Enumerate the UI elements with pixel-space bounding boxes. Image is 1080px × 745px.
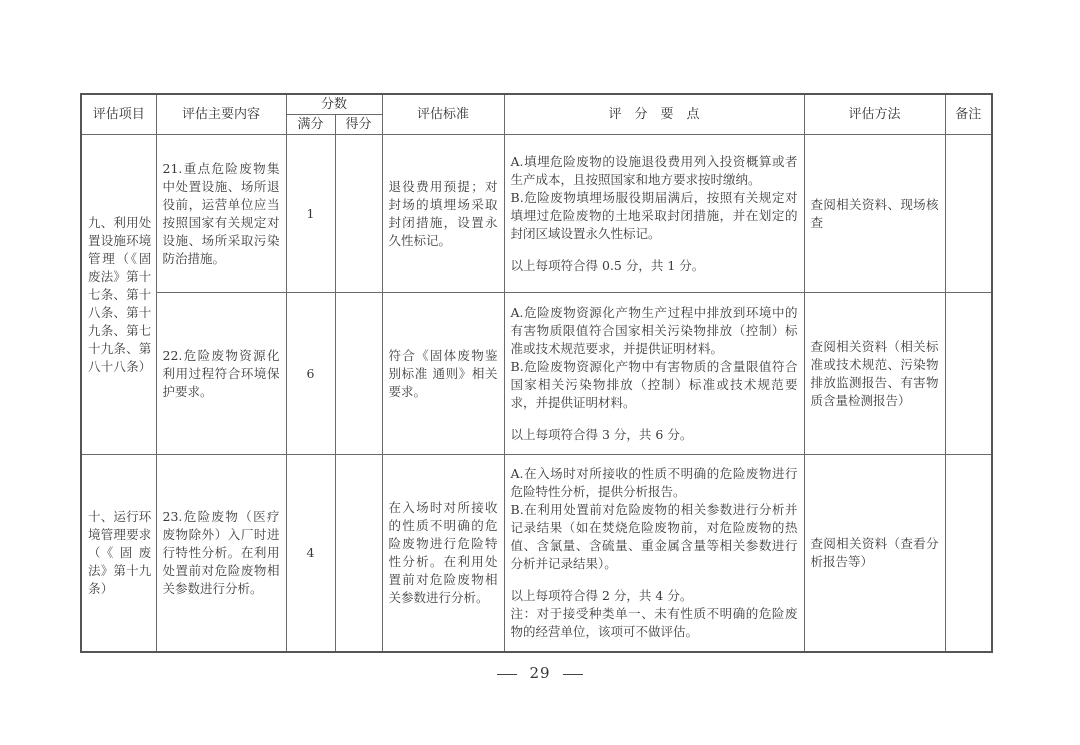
- remarks-cell: [945, 455, 992, 653]
- item-cell: [81, 135, 156, 455]
- spacer: [511, 573, 798, 587]
- table-row: [81, 293, 992, 455]
- full-score-value: 6: [306, 365, 315, 381]
- content-text: 23.危险废物（医疗废物除外）入厂时进行特性分析。在利用处置前对危险废物相关参数进行分析。: [162, 509, 280, 596]
- content-cell: [156, 293, 286, 455]
- method-cell: [804, 293, 945, 455]
- content-text: 22.危险废物资源化利用过程符合环境保护要求。: [162, 347, 280, 399]
- item-text: 九、利用处置设施环境管理（《固废法》第十七条、第十八条、第十九条、第七十九条、第八十八条）: [88, 214, 152, 374]
- points-text: [505, 153, 804, 275]
- point-b: B.在利用处置前对危险废物的相关参数进行分析并记录结果（如在焚烧危险废物前，对危险废物的热值、含氯量、含硫量、重金属含量等相关参数进行分析并记录结果）。: [510, 502, 798, 571]
- header-obtained-score: 得分: [335, 115, 382, 135]
- obtained-score-cell: [335, 135, 382, 293]
- point-a: A.在入场时对所接收的性质不明确的危险废物进行危险特性分析，提供分析报告。: [510, 466, 798, 499]
- header-full-score: 满分: [286, 115, 335, 135]
- standard-cell: [382, 293, 504, 455]
- table-row: [81, 135, 992, 293]
- standard-text: 符合《固体废物鉴别标准 通则》相关要求。: [388, 347, 498, 399]
- full-score-cell: [286, 455, 335, 653]
- method-text: 查阅相关资料（相关标准或技术规范、污染物排放监测报告、有害物质含量检测报告）: [810, 338, 939, 408]
- content-cell: [156, 135, 286, 293]
- points-text: [505, 465, 804, 641]
- assessment-table: [80, 93, 993, 653]
- full-score-cell: [286, 135, 335, 293]
- point-note: 注：对于接受种类单一、未有性质不明确的危险废物的经营单位，该项可不做评估。: [510, 606, 798, 639]
- full-score-value: 1: [306, 205, 315, 221]
- point-b: B.危险废物填埋场服役期届满后，按照有关规定对填埋过危险废物的土地采取封闭措施，并在划定的封闭区域设置永久性标记。: [510, 189, 798, 241]
- content-cell: [156, 455, 286, 653]
- spacer: [511, 412, 798, 426]
- dash-left: [497, 674, 517, 675]
- point-a: A.危险废物资源化产物生产过程中排放到环境中的有害物质限值符合国家相关污染物排放（控制）标准或技术规范要求，并提供证明材料。: [510, 304, 798, 356]
- table-row: [81, 455, 992, 653]
- method-cell: [804, 455, 945, 653]
- point-summary: 以上每项符合得 3 分，共 6 分。: [510, 426, 693, 442]
- page-number-value: 29: [529, 664, 551, 682]
- method-cell: [804, 135, 945, 293]
- obtained-score-cell: [335, 293, 382, 455]
- header-remarks: 备注: [945, 94, 992, 135]
- standard-cell: [382, 455, 504, 653]
- header-score-group: 分数: [286, 94, 382, 115]
- header-item: 评估项目: [81, 94, 156, 135]
- item-text: 十、运行环境管理要求（《固废法》第十九条）: [88, 509, 152, 596]
- header-standard: 评估标准: [382, 94, 504, 135]
- item-cell: [81, 455, 156, 653]
- points-text: [505, 304, 804, 444]
- dash-right: [563, 674, 583, 675]
- header-content: 评估主要内容: [156, 94, 286, 135]
- full-score-cell: [286, 293, 335, 455]
- standard-cell: [382, 135, 504, 293]
- page-number: [0, 664, 1080, 682]
- points-cell: [504, 455, 804, 653]
- header-points: 评 分 要 点: [504, 94, 804, 135]
- point-b: B.危险废物资源化产物中有害物质的含量限值符合国家相关污染物排放（控制）标准或技术规范要求，并提供证明材料。: [510, 358, 798, 410]
- point-summary: 以上每项符合得 2 分，共 4 分。: [510, 588, 693, 603]
- standard-text: 退役费用预提；对封场的填埋场采取封闭措施，设置永久性标记。: [388, 178, 498, 248]
- header-method: 评估方法: [804, 94, 945, 135]
- method-text: 查阅相关资料（查看分析报告等）: [810, 536, 939, 569]
- method-text: 查阅相关资料、现场核查: [810, 196, 939, 230]
- standard-text: 在入场时对所接收的性质不明确的危险废物进行危险特性分析。在利用处置前对危险废物相关参数进行分析。: [388, 500, 498, 605]
- point-summary: 以上每项符合得 0.5 分，共 1 分。: [510, 257, 705, 273]
- remarks-cell: [945, 293, 992, 455]
- points-cell: [504, 135, 804, 293]
- table-header: [81, 94, 992, 135]
- point-a: A.填埋危险废物的设施退役费用列入投资概算或者生产成本，且按照国家和地方要求按时缴纳。: [510, 153, 798, 187]
- full-score-value: 4: [306, 545, 315, 560]
- spacer: [511, 243, 798, 257]
- points-cell: [504, 293, 804, 455]
- remarks-cell: [945, 135, 992, 293]
- obtained-score-cell: [335, 455, 382, 653]
- content-text: 21.重点危险废物集中处置设施、场所退役前，运营单位应当按照国家有关规定对设施、场所采取污染防治措施。: [162, 160, 280, 266]
